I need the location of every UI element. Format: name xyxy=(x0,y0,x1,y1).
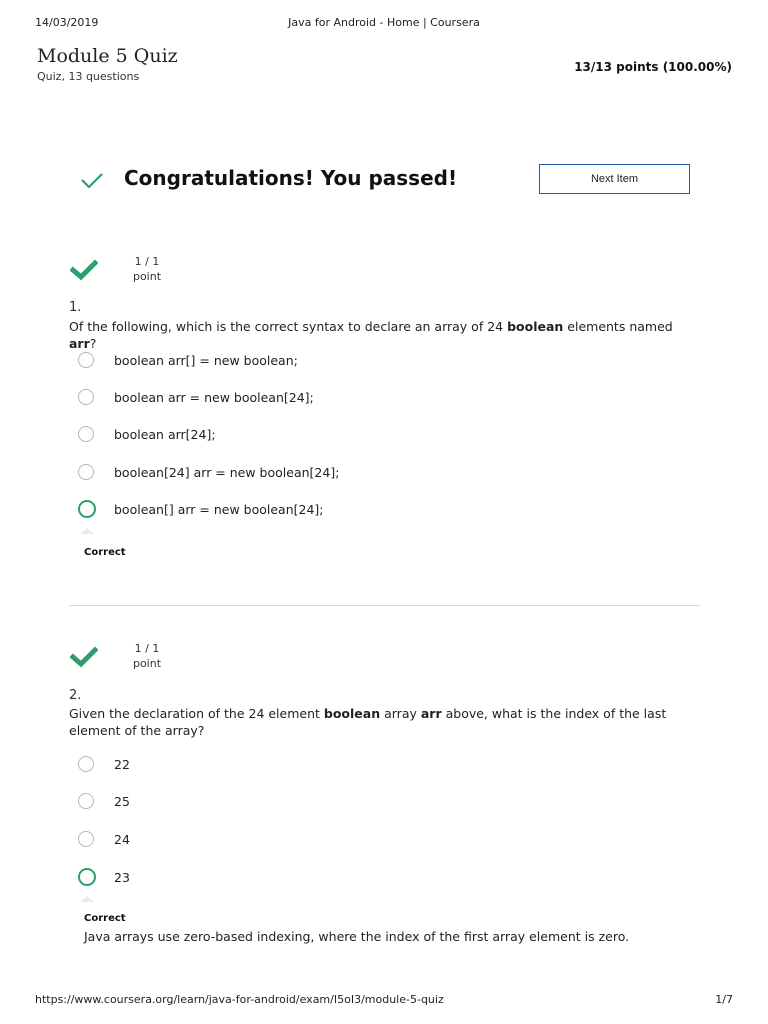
q2-feedback-label: Correct xyxy=(84,913,126,924)
q2-option[interactable] xyxy=(78,791,130,811)
feedback-caret xyxy=(80,896,94,902)
radio-button-selected[interactable] xyxy=(78,868,96,886)
q1-option-label: boolean[] arr = new boolean[24]; xyxy=(114,501,324,517)
q1-text-part: ? xyxy=(89,336,97,351)
q2-feedback-explanation: Java arrays use zero-based indexing, where the index of the first array element is zero. xyxy=(84,929,630,944)
q2-option-label: 23 xyxy=(114,869,130,885)
q1-option-label: boolean arr[] = new boolean; xyxy=(114,352,298,368)
q1-points-value: 1 / 1 xyxy=(134,255,160,268)
q1-number: 1. xyxy=(69,300,82,315)
q2-option[interactable] xyxy=(78,754,130,774)
q2-option-label: 22 xyxy=(114,756,130,772)
radio-button[interactable] xyxy=(78,352,94,368)
feedback-caret xyxy=(80,528,94,534)
q2-text-part: array xyxy=(380,706,421,721)
q1-text-keyword: arr xyxy=(69,336,90,351)
q1-option-selected[interactable] xyxy=(78,499,324,519)
q2-text-keyword: arr xyxy=(420,706,442,721)
q2-option-label: 24 xyxy=(114,831,130,847)
q2-text-keyword: boolean xyxy=(323,706,381,721)
q1-points xyxy=(127,254,167,284)
q2-number: 2. xyxy=(69,688,82,703)
pass-check-icon xyxy=(80,171,104,189)
q2-option-selected[interactable] xyxy=(78,867,130,887)
q1-option[interactable] xyxy=(78,350,298,370)
print-date: 14/03/2019 xyxy=(35,16,99,29)
q1-points-unit: point xyxy=(132,270,162,283)
q1-feedback-label: Correct xyxy=(84,547,126,558)
q1-text-keyword: boolean xyxy=(507,319,564,334)
q1-text-part: elements named xyxy=(563,319,673,334)
q1-option[interactable] xyxy=(78,424,216,444)
radio-button-selected[interactable] xyxy=(78,500,96,518)
q2-text xyxy=(69,705,699,739)
radio-button[interactable] xyxy=(78,464,94,480)
quiz-score: 13/13 points (100.00%) xyxy=(574,60,732,74)
q2-points-value: 1 / 1 xyxy=(134,642,160,655)
q2-option[interactable] xyxy=(78,829,130,849)
radio-button[interactable] xyxy=(78,756,94,772)
radio-button[interactable] xyxy=(78,426,94,442)
print-page-number: 1/7 xyxy=(715,993,733,1006)
q1-option-label: boolean arr[24]; xyxy=(114,426,216,442)
quiz-title: Module 5 Quiz xyxy=(37,45,178,67)
q2-points xyxy=(127,641,167,671)
q2-points-unit: point xyxy=(132,657,162,670)
radio-button[interactable] xyxy=(78,831,94,847)
q1-option[interactable] xyxy=(78,387,314,407)
print-page-title: Java for Android - Home | Coursera xyxy=(288,16,480,29)
q2-text-part: Given the declaration of the 24 element xyxy=(69,706,324,721)
q2-correct-check-icon xyxy=(70,646,98,668)
q1-option-label: boolean[24] arr = new boolean[24]; xyxy=(114,464,340,480)
q1-correct-check-icon xyxy=(70,259,98,281)
q1-option-label: boolean arr = new boolean[24]; xyxy=(114,389,314,405)
q1-option[interactable] xyxy=(78,462,339,482)
q1-text xyxy=(69,318,699,352)
next-item-button[interactable]: Next Item xyxy=(539,164,690,194)
print-url: https://www.coursera.org/learn/java-for-android/exam/I5oI3/module-5-quiz xyxy=(35,993,444,1006)
radio-button[interactable] xyxy=(78,793,94,809)
radio-button[interactable] xyxy=(78,389,94,405)
quiz-subtitle: Quiz, 13 questions xyxy=(37,70,140,83)
q2-option-label: 25 xyxy=(114,793,130,809)
q1-text-part: Of the following, which is the correct syntax to declare an array of 24 xyxy=(69,319,508,334)
pass-message: Congratulations! You passed! xyxy=(124,166,458,190)
question-divider xyxy=(69,605,700,606)
q2-text-part: above, what is the index of the last element of the array? xyxy=(69,706,667,738)
